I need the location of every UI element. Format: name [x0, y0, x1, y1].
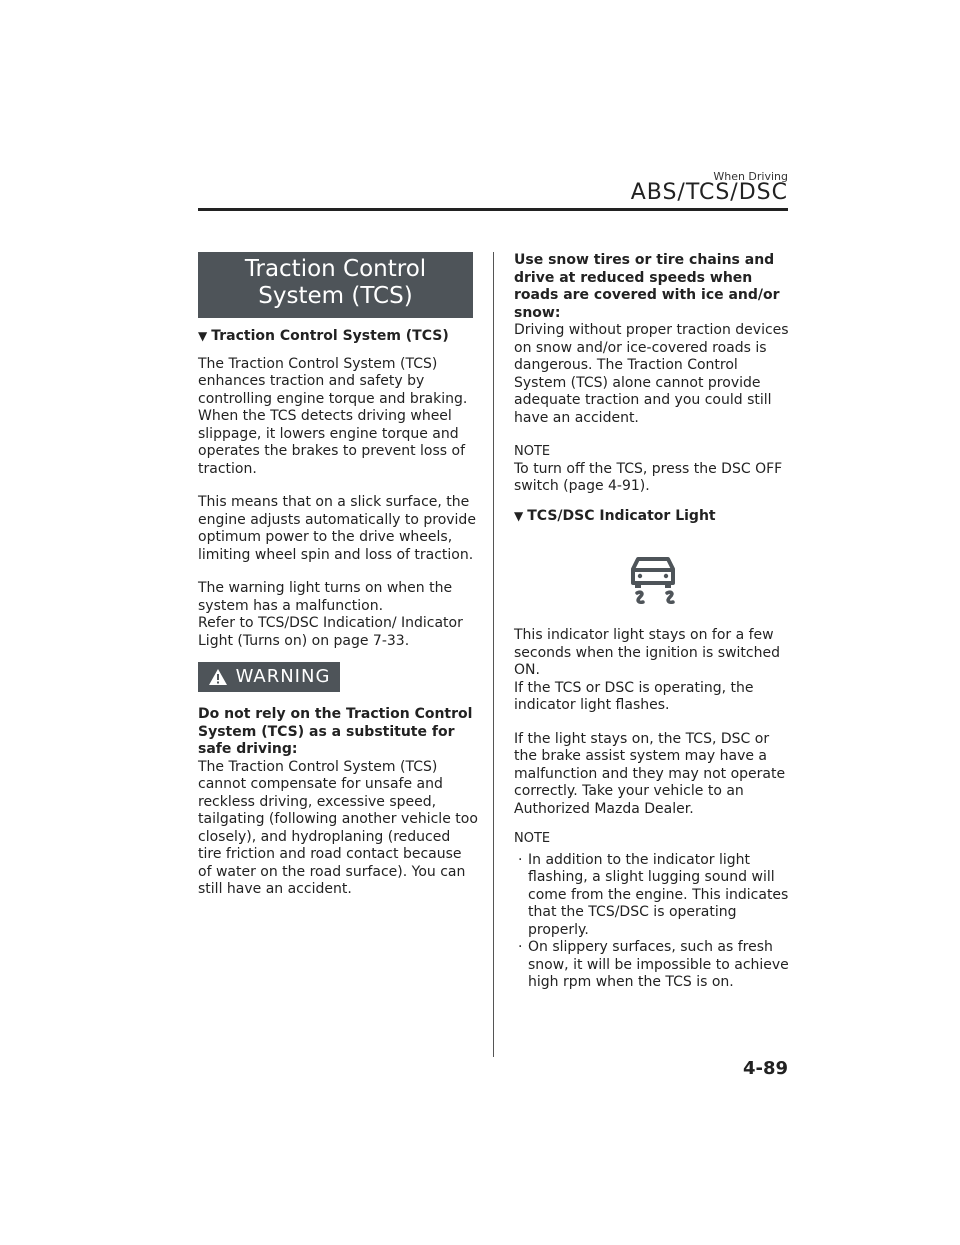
- paragraph-warning-light: [198, 580, 478, 650]
- page-reference-text: Refer to TCS/DSC Indication/ Indicator Light (Turns on) on page 7-33.: [198, 615, 463, 649]
- list-item: · On slippery surfaces, such as fresh snow, it will be impossible to achieve high rpm when the TCS is on.: [514, 939, 792, 992]
- paragraph-slick-surface: This means that on a slick surface, the engine adjusts automatically to provide optimum power to the drive wheels, limiting wheel spin and loss of traction.: [198, 494, 476, 563]
- subheading-indicator: [514, 508, 792, 526]
- header-title: ABS/TCS/DSC: [630, 180, 788, 205]
- note-label-2: NOTE: [514, 831, 551, 846]
- warning-block: [198, 706, 478, 899]
- indicator-icon-box: [514, 545, 792, 607]
- skidding-car-icon: [622, 545, 684, 607]
- snow-warning-bold: Use snow tires or tire chains and drive at reduced speeds when roads are covered with ice and/or snow:: [514, 252, 780, 321]
- right-column: [514, 252, 792, 992]
- note-block-1: [514, 443, 792, 496]
- note-bullet-list: [514, 852, 792, 992]
- header-rule: [198, 208, 788, 211]
- down-triangle-icon: ▼: [198, 329, 208, 343]
- header-section-label: When Driving: [713, 170, 788, 183]
- page-number: 4-89: [742, 1058, 788, 1079]
- warning-badge: [198, 662, 340, 692]
- warning-bold-text: Do not rely on the Traction Control System (TCS) as a substitute for safe driving:: [198, 706, 473, 757]
- snow-warning-text: Driving without proper traction devices on snow and/or ice-covered roads is dangerous. The Traction Control System (TCS) alone cannot provide adequate traction and you could still have an accident.: [514, 322, 789, 426]
- exclamation-triangle-icon: [208, 668, 228, 686]
- indicator-stays-on-text: This indicator light stays on for a few seconds when the ignition is switched ON.: [514, 627, 780, 678]
- left-column: [198, 252, 478, 899]
- paragraph-tcs-description: The Traction Control System (TCS) enhances traction and safety by controlling engine torque and braking. When the TCS detects driving wheel slippage, it lowers engine torque and operates the brakes to prevent loss of traction.: [198, 355, 468, 477]
- paragraph-malfunction: If the light stays on, the TCS, DSC or the brake assist system may have a malfunction and they may not operate correctly. Take your vehicle to an Authorized Mazda Dealer.: [514, 730, 786, 817]
- subheading-tcs: [198, 328, 478, 346]
- indicator-flashes-text: If the TCS or DSC is operating, the indicator light flashes.: [514, 679, 754, 713]
- subheading-indicator-text: TCS/DSC Indicator Light: [527, 507, 716, 524]
- column-divider: [493, 252, 494, 1057]
- list-item: · In addition to the indicator light flashing, a slight lugging sound will come from the engine. This indicates that the TCS/DSC is operating properly.: [514, 852, 792, 940]
- note-label: NOTE: [514, 444, 551, 459]
- note-text: To turn off the TCS, press the DSC OFF switch (page 4-91).: [514, 460, 783, 494]
- warning-light-text: The warning light turns on when the system has a malfunction.: [198, 580, 453, 614]
- snow-warning-block: [514, 252, 792, 427]
- warning-body-text: The Traction Control System (TCS) cannot compensate for unsafe and reckless driving, excessive speed, tailgating (following another vehicle too closely), and hydroplaning (reduced tire friction and road contact because of water on the road surface). You can still have an accident.: [198, 758, 478, 897]
- section-banner: Traction Control System (TCS): [198, 252, 473, 318]
- down-triangle-icon: ▼: [514, 508, 524, 523]
- subheading-tcs-text: Traction Control System (TCS): [211, 328, 449, 344]
- warning-label: WARNING: [235, 666, 331, 688]
- paragraph-indicator-behavior: [514, 627, 792, 715]
